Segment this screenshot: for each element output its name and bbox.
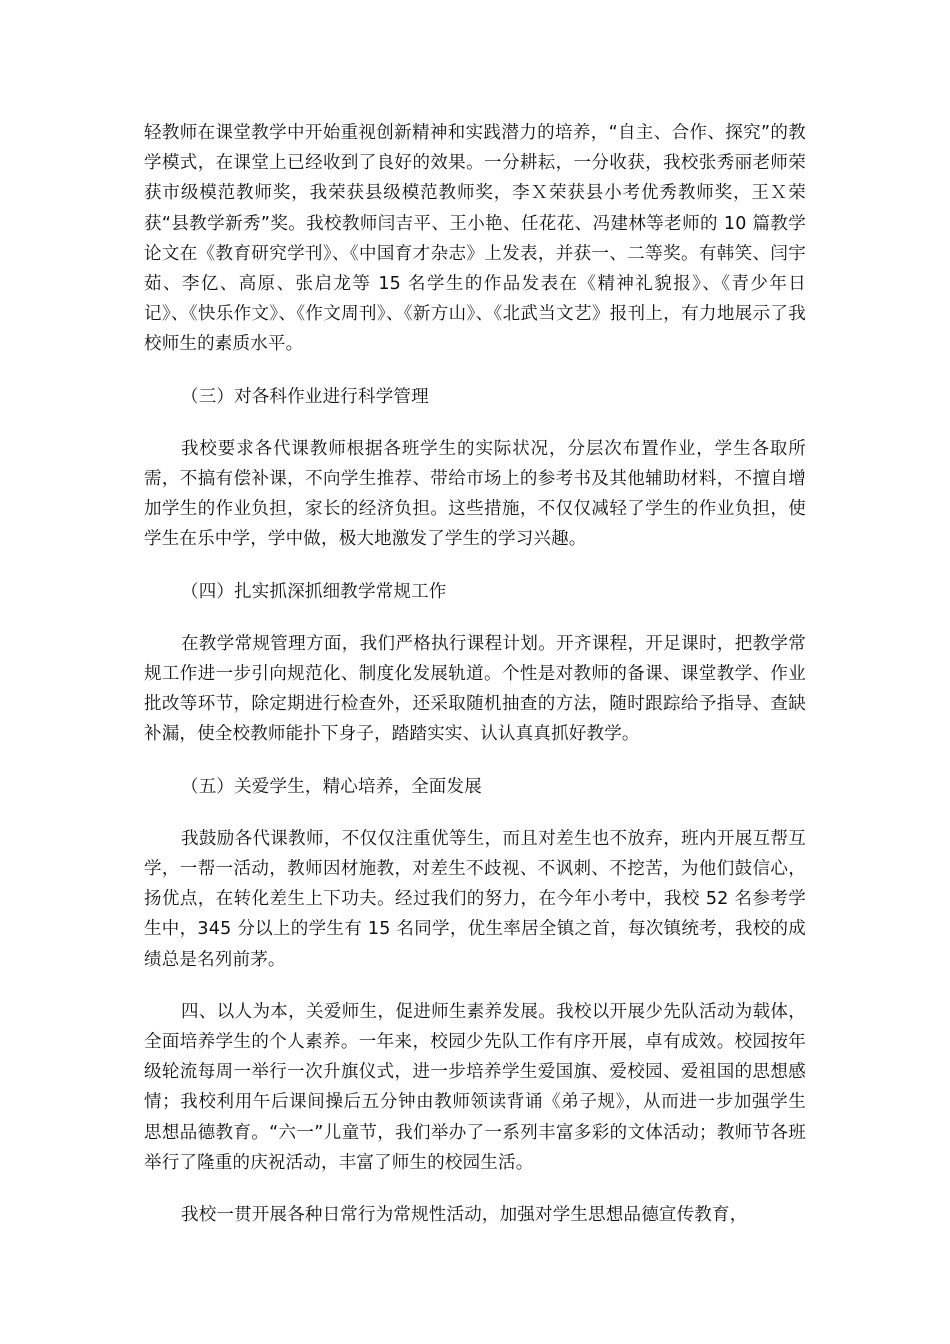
document-body [144, 118, 806, 1252]
section-heading-5: （五）关爱学生，精心培养，全面发展 [181, 776, 482, 797]
paragraph-care-students: 我鼓励各代课教师，不仅仅注重优等生，而且对差生也不放弃，班内开展互帮互学，一帮一活动，教师因材施教，对差生不歧视、不讽刺、不挖苦，为他们鼓信心，扬优点，在转化差生上下功夫。经过我们的努力，在今年小考中，我校 52 名参考学生中，345 分以上的学生有 15 名同学，优生率居全镇之首，每次镇统考，我校的成绩总是名列前茅。 [144, 828, 806, 970]
paragraph-people-oriented: 四、以人为本，关爱师生，促进师生素养发展。我校以开展少先队活动为载体，全面培养学生的个人素养。一年来，校园少先队工作有序开展，卓有成效。校园按年级轮流每周一举行一次升旗仪式，进一步培养学生爱国旗、爱校园、爱祖国的思想感情；我校利用午后课间操后五分钟由教师领读背诵《弟子规》，从而进一步加强学生思想品德教育。“六一”儿童节，我们举办了一系列丰富多彩的文体活动；教师节各班举行了隆重的庆祝活动，丰富了师生的校园生活。 [144, 1001, 806, 1173]
paragraph-homework-management: 我校要求各代课教师根据各班学生的实际状况，分层次布置作业，学生各取所需，不搞有偿补课，不向学生推荐、带给市场上的参考书及其他辅助材料，不擅自增加学生的作业负担，家长的经济负担。这些措施，不仅仅减轻了学生的作业负担，使学生在乐中学，学中做，极大地激发了学生的学习兴趣。 [144, 438, 806, 550]
section-heading-3: （三）对各科作业进行科学管理 [181, 386, 429, 407]
section-heading-4: （四）扎实抓深抓细教学常规工作 [181, 581, 447, 602]
paragraph-teaching-routine: 在教学常规管理方面，我们严格执行课程计划。开齐课程，开足课时，把教学常规工作进一步引向规范化、制度化发展轨道。个性是对教师的备课、课堂教学、作业批改等环节，除定期进行检查外，还采取随机抽查的方法，随时跟踪给予指导、查缺补漏，使全校教师能扑下身子，踏踏实实、认认真真抓好教学。 [144, 633, 806, 745]
paragraph-continuation: 轻教师在课堂教学中开始重视创新精神和实践潜力的培养，“自主、合作、探究”的教学模式，在课堂上已经收到了良好的效果。一分耕耘，一分收获，我校张秀丽老师荣获市级模范教师奖，我荣获县级模范教师奖，李Ｘ荣获县小考优秀教师奖，王Ｘ荣获“县教学新秀”奖。我校教师闫吉平、王小艳、任花花、冯建林等老师的 10 篇教学论文在《教育研究学刊》、《中国育才杂志》上发表，并获一、二等奖。有韩笑、闫宇茹、李亿、高原、张启龙等 15 名学生的作品发表在《精神礼貌报》、《青少年日记》、《快乐作文》、《作文周刊》、《新方山》、《北武当文艺》报刊上，有力地展示了我校师生的素质水平。 [144, 123, 806, 355]
paragraph-daily-activities: 我校一贯开展各种日常行为常规性活动，加强对学生思想品德宣传教育， [181, 1205, 748, 1226]
